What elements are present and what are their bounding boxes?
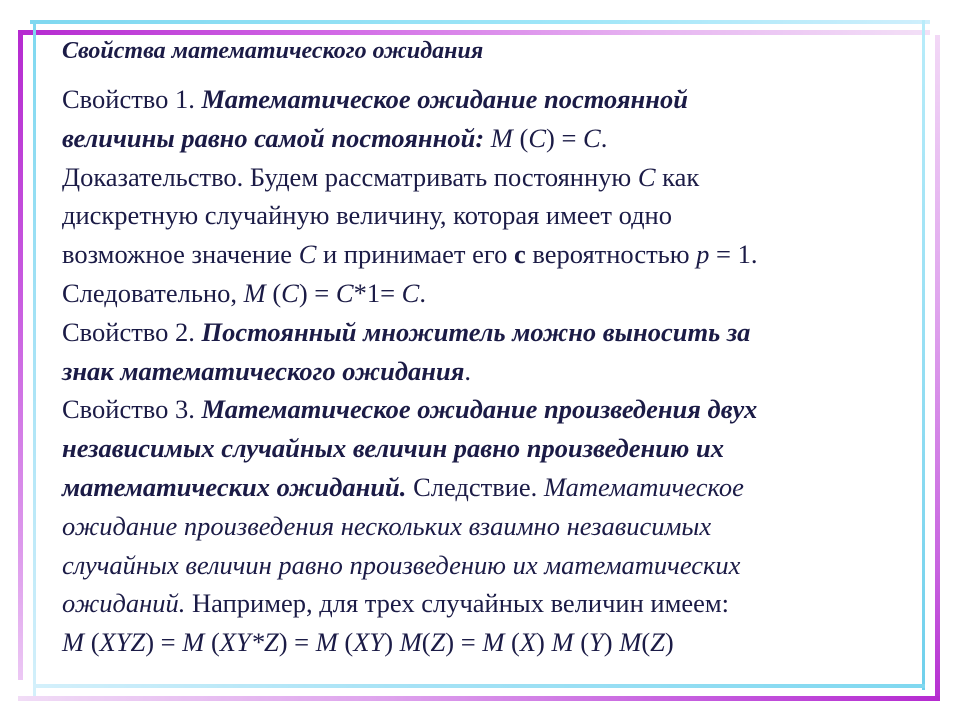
text-line (62, 390, 912, 429)
text-line (62, 235, 912, 274)
frame-top-magenta-bar (18, 30, 930, 35)
text-run: М (315, 627, 338, 658)
text-line (62, 507, 912, 546)
slide-body (62, 80, 912, 662)
frame-left-magenta-bar (18, 30, 23, 680)
text-run: как (655, 161, 700, 192)
text-run: ) = (278, 627, 316, 658)
text-run: . (419, 277, 426, 308)
text-line (62, 119, 912, 158)
text-run: случайных величин равно произведению их математических (62, 549, 741, 580)
text-run: М (399, 627, 422, 658)
text-run: Y (589, 627, 604, 658)
text-run: Свойство 3. (62, 394, 202, 425)
text-line (62, 313, 912, 352)
text-run: ) = (546, 122, 584, 153)
text-run: ) (384, 627, 400, 658)
text-run: Z (430, 627, 446, 658)
text-run: Z (650, 627, 665, 658)
text-run: М (619, 627, 642, 658)
text-run: Математическое (543, 471, 744, 502)
text-run: ( (641, 627, 651, 658)
slide-title: Свойства математического ожидания (62, 38, 484, 64)
text-run: независимых случайных величин равно произведению их (62, 433, 724, 464)
text-run: ожиданий. (62, 588, 186, 619)
text-run: С (528, 122, 546, 153)
text-run: ( (504, 627, 520, 658)
text-run: М (182, 627, 205, 658)
text-run: ( (265, 277, 282, 308)
text-line (62, 584, 912, 623)
text-run: М (62, 627, 85, 658)
frame-left-cyan-bar (33, 20, 36, 700)
text-line (62, 429, 912, 468)
text-run: ) = (298, 277, 336, 308)
text-run: С (335, 277, 354, 308)
text-run: р (696, 239, 710, 270)
text-run: Математическое ожидание постоянной (201, 84, 688, 114)
text-run: и принимает его (316, 239, 514, 270)
text-run: ( (573, 627, 590, 658)
text-run: М (243, 277, 266, 308)
frame-bottom-magenta-bar (18, 696, 940, 701)
text-run: Свойство 1. (62, 84, 202, 114)
text-run (484, 123, 491, 153)
text-run: X (519, 627, 537, 658)
text-run: с (513, 239, 526, 270)
text-run: . (464, 355, 471, 386)
text-line (62, 158, 912, 197)
text-run: ) (664, 627, 674, 658)
text-run: ( (204, 627, 220, 658)
text-run: С (583, 122, 601, 153)
text-run: Постоянный множитель можно выносить за (201, 316, 751, 347)
text-run: XY (353, 627, 385, 658)
text-run: знак математического ожидания (62, 355, 465, 386)
text-run: величины равно самой постоянной: (62, 122, 485, 153)
text-line (62, 352, 912, 391)
text-run: Например, для трех случайных величин имеем: (185, 588, 730, 619)
frame-right-cyan-bar (922, 20, 925, 690)
text-run: математических ожиданий. (62, 471, 407, 502)
text-run: Доказательство. Будем рассматривать постоянную (62, 161, 638, 192)
text-run: Следовательно, (62, 277, 244, 308)
text-run: возможное значение (62, 239, 299, 270)
text-run: С (637, 161, 656, 192)
text-line (62, 468, 912, 507)
text-run: М (482, 627, 505, 658)
text-run: С (298, 239, 317, 270)
text-run: ( (84, 627, 100, 658)
text-run: ( (337, 627, 354, 658)
frame-top-cyan-bar (30, 20, 930, 24)
text-run: дискретную случайную величину, которая имеет одно (62, 200, 672, 231)
frame-bottom-cyan-bar (33, 684, 925, 688)
text-run: *1= (353, 277, 402, 308)
text-line (62, 196, 912, 235)
frame-right-magenta-bar (935, 35, 940, 700)
text-line (62, 546, 912, 585)
text-run: Математическое ожидание произведения двух (201, 394, 758, 425)
text-run: XYZ (99, 627, 146, 658)
text-run: вероятностью (525, 239, 697, 270)
text-run: ( (512, 122, 529, 153)
text-line (62, 80, 912, 119)
text-run: С (281, 277, 299, 308)
text-run: М (551, 627, 574, 658)
text-run: = 1. (709, 239, 758, 270)
text-line (62, 274, 912, 313)
text-run: Свойство 2. (62, 316, 202, 347)
text-run: XY*Z (219, 627, 279, 658)
text-run: ) = (145, 627, 183, 658)
text-run: Следствие. (406, 471, 544, 502)
text-run: М (490, 122, 513, 153)
text-run: ) (603, 627, 620, 658)
text-run: С (401, 277, 420, 308)
text-run: . (600, 122, 608, 153)
text-run: ) (536, 627, 552, 658)
text-run: ожидание произведения нескольких взаимно независимых (62, 510, 712, 541)
text-run: ) = (445, 627, 483, 658)
text-line (62, 623, 912, 662)
text-run: ( (421, 627, 431, 658)
